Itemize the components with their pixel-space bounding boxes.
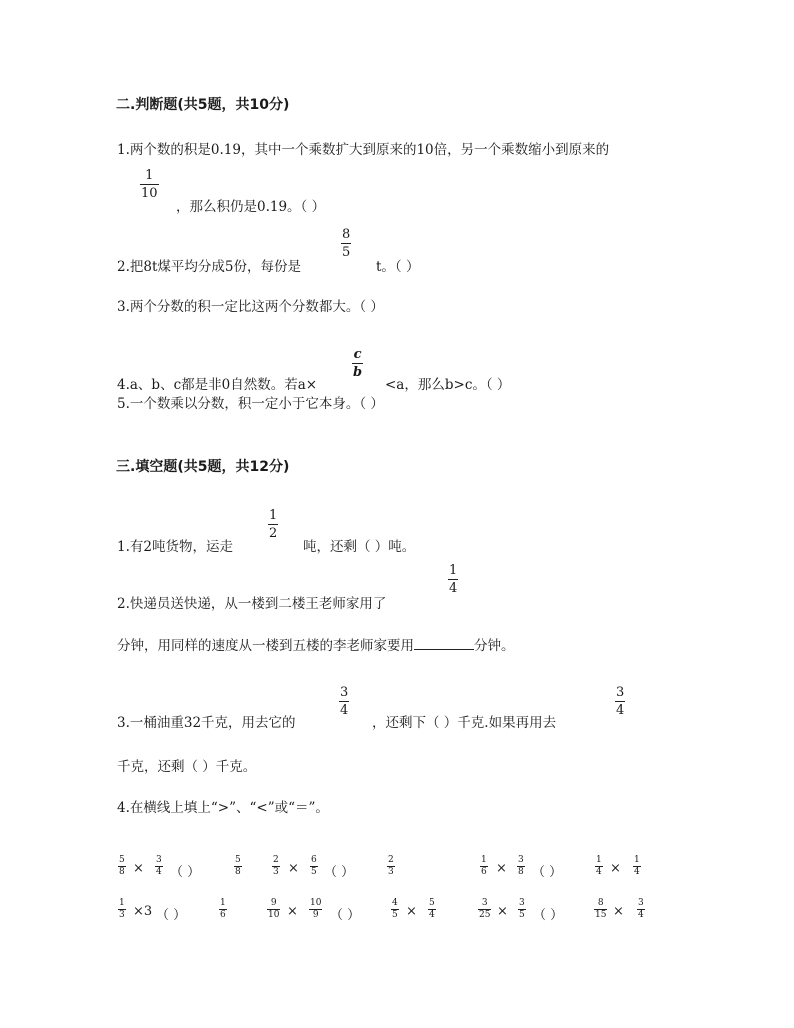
r2a-paren[interactable]: （ ） [156, 908, 187, 923]
fraction-denominator: 6 [220, 910, 226, 920]
s3-q2-line2 [117, 634, 515, 654]
s3-q4-text: 4.在横线上填上“>”、“<”或“＝”。 [117, 800, 329, 816]
r2b-f2 [309, 899, 322, 920]
r1b-f3 [387, 856, 395, 877]
s3-q3-text-middle: ，还剩下（ ）千克.如果再用去 [372, 715, 557, 731]
fraction-denominator: 3 [388, 867, 394, 877]
fraction-numerator: 2 [273, 855, 279, 865]
fraction-numerator: 1 [634, 855, 640, 865]
r2c-f3 [594, 899, 607, 920]
r2a-f1 [118, 899, 126, 920]
section3-heading: 三.填空题(共5题，共12分) [116, 459, 290, 475]
fraction-denominator: 4 [616, 703, 625, 718]
r2b-f3 [391, 899, 399, 920]
r2c-f4 [637, 899, 645, 920]
fraction-denominator: 4 [634, 867, 640, 877]
fraction-numerator: 8 [342, 227, 351, 242]
s3-q1-text-after: 吨，还剩（ ）吨。 [303, 539, 416, 555]
fraction-numerator: 3 [156, 855, 162, 865]
r2c-op: × [497, 904, 508, 919]
r2b-op: × [287, 904, 298, 919]
fraction-denominator: 2 [269, 526, 278, 541]
fraction-numerator: 3 [518, 855, 524, 865]
fraction-numerator: 5 [119, 855, 125, 865]
r1a-f1 [118, 856, 126, 877]
fraction-denominator: 9 [312, 910, 319, 920]
s2-q4-text-before: 4.a、b、c都是非0自然数。若a× [117, 377, 318, 393]
s3-q2-text-before: 2.快递员送快递，从一楼到二楼王老师家用了 [117, 596, 387, 612]
fraction-denominator: 4 [638, 910, 644, 920]
fraction-numerator: 1 [449, 563, 458, 578]
r1c-f1 [480, 856, 488, 877]
fraction-denominator: 4 [429, 910, 435, 920]
fraction-numerator: 1 [145, 168, 154, 183]
r1c-op: × [496, 861, 507, 876]
s3-q1-fraction [268, 509, 278, 540]
fraction-denominator: 5 [311, 867, 317, 877]
fraction-numerator: 1 [269, 508, 278, 523]
fraction-denominator: 4 [596, 867, 602, 877]
r1b-f1 [272, 856, 280, 877]
s2-q3-text: 3.两个分数的积一定比这两个分数都大。（ ） [117, 299, 384, 315]
s3-q2-line2-after: 分钟。 [474, 638, 515, 654]
fraction-denominator: 15 [595, 910, 607, 920]
fraction-numerator: 1 [220, 898, 226, 908]
r2a-f3 [219, 899, 227, 920]
s3-q1-text-before: 1.有2吨货物，运走 [117, 539, 233, 555]
r1a-paren[interactable]: （ ） [170, 865, 201, 880]
fraction-denominator: 25 [479, 910, 491, 920]
s2-q1-fraction [140, 169, 159, 200]
fraction-numerator: 1 [119, 898, 125, 908]
r2b-op2: × [406, 904, 417, 919]
r1c-f2 [517, 856, 525, 877]
fraction-denominator: 4 [449, 581, 458, 596]
fraction-numerator: 6 [311, 855, 317, 865]
r1c-paren[interactable]: （ ） [532, 865, 563, 880]
fraction-denominator: 8 [119, 867, 125, 877]
fraction-numerator: 3 [481, 898, 488, 908]
s2-q4-text-after: <a，那么b>c。（ ） [385, 377, 511, 393]
s2-q1-line1: 1.两个数的积是0.19，其中一个乘数扩大到原来的10倍，另一个乘数缩小到原来的 [117, 142, 610, 158]
fraction-denominator: 4 [156, 867, 162, 877]
fraction-numerator: 3 [519, 898, 525, 908]
answer-blank[interactable] [414, 637, 474, 650]
r1b-paren[interactable]: （ ） [324, 865, 355, 880]
r1a-f2 [155, 856, 163, 877]
fraction-denominator: b [353, 365, 363, 380]
r2b-f1 [267, 899, 280, 920]
r2c-f2 [518, 899, 526, 920]
fraction-numerator: 4 [392, 898, 398, 908]
r2b-paren[interactable]: （ ） [330, 908, 361, 923]
fraction-denominator: 5 [342, 245, 351, 260]
s3-q2-line2-before: 分钟，用同样的速度从一楼到五楼的李老师家要用 [117, 638, 414, 654]
s3-q2-fraction [448, 564, 458, 595]
r1c-f3 [595, 856, 603, 877]
fraction-denominator: 8 [235, 867, 241, 877]
fraction-denominator: 5 [392, 910, 398, 920]
fraction-numerator: 8 [597, 898, 604, 908]
r1b-f2 [310, 856, 318, 877]
fraction-denominator: 4 [340, 703, 349, 718]
r1a-f3 [234, 856, 242, 877]
r2c-paren[interactable]: （ ） [533, 908, 564, 923]
fraction-denominator: 3 [119, 910, 125, 920]
r2c-f1 [478, 899, 491, 920]
fraction-denominator: 8 [518, 867, 524, 877]
fraction-numerator: 5 [429, 898, 435, 908]
fraction-numerator: 3 [616, 685, 625, 700]
fraction-numerator: 2 [388, 855, 394, 865]
s2-q4-fraction [352, 348, 363, 379]
s2-q2-text-after: t。（ ） [376, 259, 420, 275]
fraction-numerator: 3 [340, 685, 349, 700]
fraction-numerator: 1 [596, 855, 602, 865]
s2-q1-line2: ，那么积仍是0.19。（ ） [176, 199, 326, 215]
r2c-op2: × [613, 904, 624, 919]
s3-q3-fraction2 [615, 686, 625, 717]
s2-q2-text-before: 2.把8t煤平均分成5份，每份是 [117, 259, 301, 275]
s2-q5-text: 5.一个数乘以分数，积一定小于它本身。（ ） [117, 396, 384, 412]
s3-q3-line2: 千克，还剩（ ）千克。 [117, 759, 257, 775]
r1a-op: × [133, 861, 144, 876]
r2b-f4 [428, 899, 436, 920]
fraction-numerator: 3 [638, 898, 644, 908]
section2-heading: 二.判断题(共5题，共10分) [116, 97, 290, 113]
r1c-op2: × [610, 861, 621, 876]
r2a-op: ×3 [133, 904, 153, 919]
fraction-numerator: c [353, 347, 362, 362]
fraction-denominator: 10 [141, 186, 158, 201]
fraction-numerator: 5 [235, 855, 241, 865]
s3-q3-text-before: 3.一桶油重32千克，用去它的 [117, 715, 296, 731]
s2-q2-fraction [341, 228, 351, 259]
r1b-op: × [288, 861, 299, 876]
fraction-numerator: 10 [310, 898, 322, 908]
r1c-f4 [633, 856, 641, 877]
fraction-denominator: 5 [519, 910, 525, 920]
fraction-denominator: 6 [481, 867, 487, 877]
fraction-denominator: 10 [268, 910, 280, 920]
s3-q3-fraction1 [339, 686, 349, 717]
fraction-denominator: 3 [273, 867, 279, 877]
fraction-numerator: 9 [270, 898, 277, 908]
fraction-numerator: 1 [481, 855, 487, 865]
